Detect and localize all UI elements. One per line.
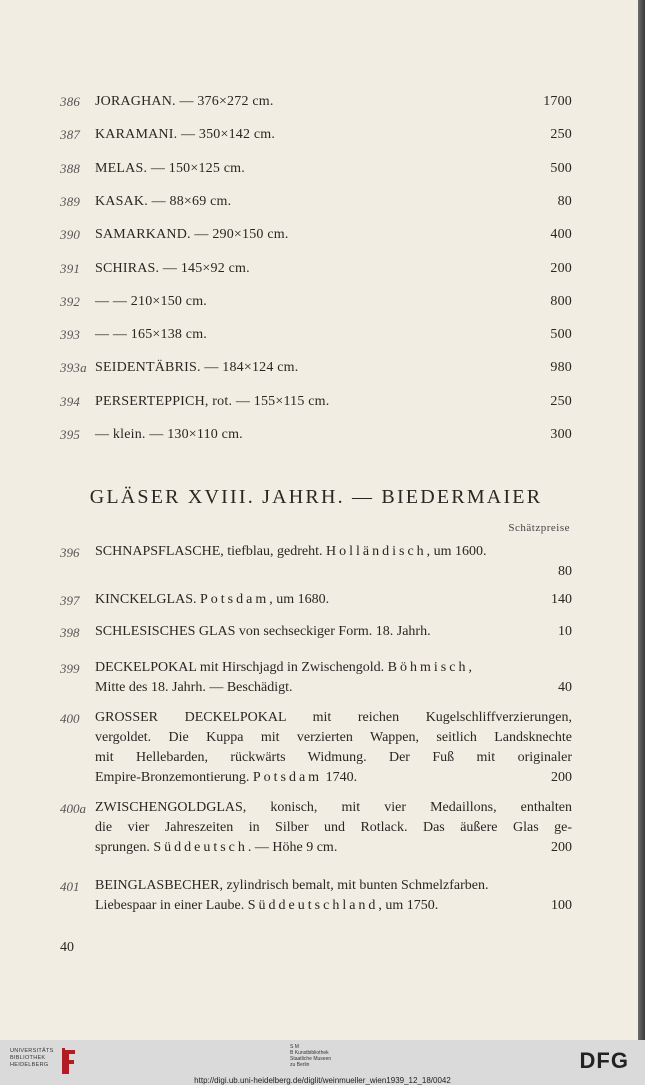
entry-text: SCHNAPSFLASCHE, tiefblau, gedreht.	[95, 544, 326, 559]
rug-entry	[60, 192, 572, 212]
entry-text: Liebespaar in einer Laube.	[95, 898, 248, 913]
university-library-logo[interactable]	[10, 1048, 58, 1078]
rug-entry	[60, 259, 572, 279]
entry-line	[95, 678, 572, 698]
entry-text: Empire-Bronzemontierung.	[95, 770, 253, 785]
entry-text: — klein. — 130×110 cm.	[95, 427, 243, 442]
rug-entry	[60, 92, 572, 112]
entry-price: 80	[558, 564, 572, 579]
page-edge	[638, 0, 645, 1040]
source-url[interactable]: http://digi.ub.uni-heidelberg.de/diglit/weinmueller_wien1939_12_18/0042	[194, 1076, 451, 1085]
entry-text: JORAGHAN. — 376×272 cm.	[95, 94, 274, 109]
entry-text: sprungen.	[95, 840, 154, 855]
entry-text: . — Höhe 9 cm.	[247, 840, 338, 855]
entry-text: , um 1680.	[269, 592, 330, 607]
entry-line: vergoldet. Die Kuppa mit verzierten Wappen, seitlich Landsknechte	[95, 730, 572, 745]
logo-text: UNIVERSITÄTS	[10, 1048, 54, 1054]
entry-price: 500	[550, 327, 572, 342]
entry-price: 980	[550, 360, 572, 375]
entry-number: 395	[60, 427, 81, 442]
logo-text: HEIDELBERG	[10, 1062, 49, 1068]
entry-price: 40	[558, 680, 572, 695]
entry-price: 1700	[543, 94, 572, 109]
entry-text: — — 210×150 cm.	[95, 294, 207, 309]
entry-line	[95, 768, 572, 788]
logo-text: zu Berlin	[290, 1062, 310, 1068]
catalog-entry-400a	[60, 798, 572, 858]
entry-line: GROSSER DECKELPOKAL mit reichen Kugelschliffverzierungen,	[95, 710, 572, 725]
entry-price: 200	[550, 261, 572, 276]
entry-spaced-text: Böhmisch	[387, 660, 469, 675]
entry-number: 390	[60, 227, 81, 242]
entry-text: SAMARKAND. — 290×150 cm.	[95, 227, 289, 242]
rug-entry	[60, 425, 572, 445]
entry-number: 392	[60, 294, 81, 309]
entry-price: 140	[551, 592, 572, 607]
entry-price: 400	[550, 227, 572, 242]
entry-number: 387	[60, 127, 81, 142]
entry-line	[95, 896, 572, 916]
entry-number: 393a	[60, 360, 87, 375]
entry-text: DECKELPOKAL mit Hirschjagd in Zwischengold.	[95, 660, 388, 675]
entry-number: 394	[60, 394, 81, 409]
rug-entry	[60, 292, 572, 312]
entry-spaced-text: Holländisch	[326, 544, 427, 559]
logo-text: Staatliche Museen	[290, 1056, 332, 1062]
catalog-entry-397	[60, 590, 572, 610]
rug-entry	[60, 358, 572, 378]
entry-number: 400	[60, 711, 80, 726]
entry-price: 100	[551, 898, 572, 913]
entry-text: SEIDENTÄBRIS. — 184×124 cm.	[95, 360, 299, 375]
entry-spaced-text: Potsdam	[200, 592, 270, 607]
entry-text: , um 1750.	[378, 898, 439, 913]
entry-spaced-text: Süddeutschland	[247, 898, 379, 913]
entry-number: 391	[60, 261, 81, 276]
entry-number: 397	[60, 593, 80, 608]
catalog-entry-401	[60, 876, 572, 916]
rug-entry	[60, 125, 572, 145]
entry-line	[95, 838, 572, 858]
entry-text: MELAS. — 150×125 cm.	[95, 161, 245, 176]
entry-price: 80	[557, 194, 572, 209]
entry-text: — — 165×138 cm.	[95, 327, 207, 342]
catalog-entry-399	[60, 658, 572, 698]
rug-entry	[60, 325, 572, 345]
rug-entry	[60, 392, 572, 412]
catalog-entry-396	[60, 542, 572, 582]
entry-text: SCHLESISCHES GLAS von sechseckiger Form. 18. Jahrh.	[95, 624, 431, 639]
entry-text: PERSERTEPPICH, rot. — 155×115 cm.	[95, 394, 330, 409]
entry-price: 250	[550, 394, 572, 409]
entry-number: 400a	[60, 801, 86, 816]
entry-text: SCHIRAS. — 145×92 cm.	[95, 261, 250, 276]
entry-line: ZWISCHENGOLDGLAS, konisch, mit vier Medaillons, enthalten	[95, 800, 572, 815]
rug-entry	[60, 225, 572, 245]
rug-entry	[60, 159, 572, 179]
entry-line	[95, 658, 572, 678]
entry-line: BEINGLASBECHER, zylindrisch bemalt, mit bunten Schmelzfarben.	[95, 878, 489, 893]
dfg-logo[interactable]: DFG	[579, 1048, 629, 1073]
logo-text: B Kunstbibliothek	[290, 1050, 329, 1056]
entry-price: 200	[551, 770, 572, 785]
entry-number: 388	[60, 161, 81, 176]
entry-text: KASAK. — 88×69 cm.	[95, 194, 232, 209]
library-emblem-icon	[60, 1046, 78, 1076]
entry-text: Mitte des 18. Jahrh. — Beschädigt.	[95, 680, 293, 695]
entry-number: 398	[60, 625, 80, 640]
entry-number: 401	[60, 879, 80, 894]
entry-spaced-text: Potsdam	[252, 770, 323, 785]
entry-price: 800	[550, 294, 572, 309]
entry-price: 10	[558, 624, 572, 639]
entry-line	[95, 590, 572, 610]
entry-price: 500	[550, 161, 572, 176]
entry-number: 393	[60, 327, 81, 342]
entry-line	[95, 562, 572, 582]
entry-text: ,	[468, 660, 472, 675]
entry-line	[95, 622, 572, 642]
logo-text: BIBLIOTHEK	[10, 1055, 46, 1061]
section-subheading: Schätzpreise	[508, 522, 570, 534]
catalog-entry-400	[60, 708, 572, 788]
catalog-entry-398	[60, 622, 572, 642]
entry-number: 399	[60, 661, 80, 676]
entry-spaced-text: Süddeutsch	[153, 840, 248, 855]
entry-price: 200	[551, 840, 572, 855]
entry-number: 396	[60, 545, 80, 560]
entry-number: 389	[60, 194, 81, 209]
entry-number: 386	[60, 94, 81, 109]
entry-text: , um 1600.	[426, 544, 487, 559]
entry-price: 300	[550, 427, 572, 442]
entry-price: 250	[550, 127, 572, 142]
entry-line	[95, 542, 572, 562]
entry-line: die vier Jahreszeiten in Silber und Rotlack. Das äußere Glas ge-	[95, 820, 572, 835]
entry-line: mit Hellebarden, rückwärts Widmung. Der Fuß mit originaler	[95, 750, 572, 765]
section-heading: GLÄSER XVIII. JAHRH. — BIEDERMAIER	[89, 486, 543, 508]
entry-text: KINCKELGLAS.	[95, 592, 200, 607]
entry-text: KARAMANI. — 350×142 cm.	[95, 127, 276, 142]
museum-logos[interactable]	[290, 1044, 331, 1068]
page-number: 40	[60, 940, 74, 955]
logo-text: S M	[290, 1044, 299, 1050]
entry-text: 1740.	[322, 770, 358, 785]
